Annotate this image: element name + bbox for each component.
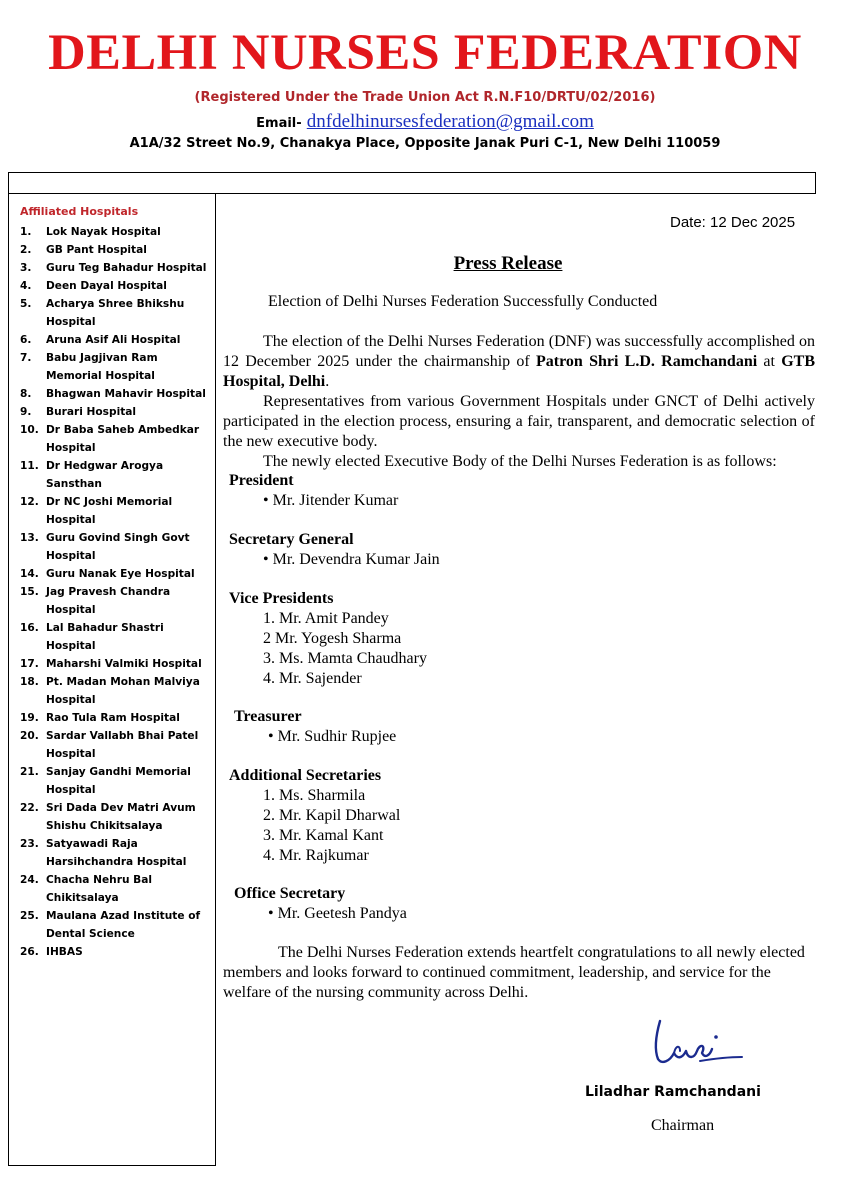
press-release-heading: Press Release: [453, 253, 563, 274]
treasurer-heading: Treasurer: [234, 708, 302, 725]
hospital-name: IHBAS: [46, 946, 83, 958]
p1-text-c: at: [757, 353, 782, 370]
hospital-list-item: [20, 349, 215, 385]
office-secretary-section: [234, 884, 407, 924]
vice-president-item: 1. Mr. Amit Pandey: [263, 610, 389, 627]
hospital-name: Guru Teg Bahadur Hospital: [46, 262, 207, 274]
p1-venue: GTB Hospital, Delhi: [223, 353, 816, 390]
hospital-list-item: [20, 673, 215, 709]
paragraph-representatives: Representatives from various Government Hospitals under GNCT of Delhi actively participated in the election process, ensuring a fair, transparent, and democratic selection of the new executive body.: [223, 393, 815, 450]
release-subtitle: Election of Delhi Nurses Federation Successfully Conducted: [268, 293, 658, 310]
hospital-name: Satyawadi Raja Harsihchandra Hospital: [46, 838, 187, 868]
hospital-name: Sri Dada Dev Matri Avum Shishu Chikitsalaya: [46, 802, 196, 832]
hospital-list-item: [20, 457, 215, 493]
secretary-general-section: [229, 530, 440, 570]
hospital-list-item: [20, 529, 215, 565]
hospital-number: 8.: [20, 388, 32, 400]
hospital-name: Guru Govind Singh Govt Hospital: [46, 532, 190, 562]
hospital-number: 25.: [20, 910, 39, 922]
hospital-name: Babu Jagjivan Ram Memorial Hospital: [46, 352, 158, 382]
president-section: [229, 471, 398, 511]
hospital-name: Sanjay Gandhi Memorial Hospital: [46, 766, 191, 796]
hospital-list-item: [20, 799, 215, 835]
release-date: Date: 12 Dec 2025: [670, 214, 796, 231]
hospital-list-item: [20, 223, 215, 241]
additional-secretary-item: 3. Mr. Kamal Kant: [263, 827, 384, 844]
email-line: [0, 111, 850, 133]
secretary-general-heading: Secretary General: [229, 531, 354, 548]
hospital-name: Pt. Madan Mohan Malviya Hospital: [46, 676, 200, 706]
additional-secretary-item: 2. Mr. Kapil Dharwal: [263, 807, 401, 824]
header-divider-box: [8, 172, 816, 194]
hospital-number: 13.: [20, 532, 39, 544]
closing-text: The Delhi Nurses Federation extends heartfelt congratulations to all newly elected members and looks forward to continued commitment, leadership, and service for the welfare of the nursing community across Delhi.: [223, 944, 805, 1001]
hospital-number: 12.: [20, 496, 39, 508]
email-link[interactable]: dnfdelhinursesfederation@gmail.com: [306, 111, 594, 132]
hospital-number: 16.: [20, 622, 39, 634]
hospital-name: Sardar Vallabh Bhai Patel Hospital: [46, 730, 199, 760]
hospital-number: 23.: [20, 838, 39, 850]
hospital-number: 24.: [20, 874, 39, 886]
hospital-name: Jag Pravesh Chandra Hospital: [46, 586, 171, 616]
hospital-list-item: [20, 835, 215, 871]
hospital-number: 18.: [20, 676, 39, 688]
hospital-list-item: [20, 385, 215, 403]
hospital-list-item: [20, 493, 215, 529]
hospital-number: 20.: [20, 730, 39, 742]
treasurer-name: • Mr. Sudhir Rupjee: [268, 728, 397, 745]
hospital-number: 7.: [20, 352, 32, 364]
hospital-number: 6.: [20, 334, 32, 346]
hospital-list-item: [20, 709, 215, 727]
additional-secretaries-heading: Additional Secretaries: [229, 767, 382, 784]
additional-secretary-item: 4. Mr. Rajkumar: [263, 847, 369, 864]
hospital-number: 21.: [20, 766, 39, 778]
sidebar-title: Affiliated Hospitals: [20, 205, 139, 218]
hospital-list-item: [20, 403, 215, 421]
signatory-name: Liladhar Ramchandani: [585, 1084, 761, 1100]
hospital-name: Bhagwan Mahavir Hospital: [46, 388, 206, 400]
hospital-number: 1.: [20, 226, 32, 238]
vice-president-item: 3. Ms. Mamta Chaudhary: [263, 650, 427, 667]
hospital-list-item: [20, 763, 215, 799]
email-label: Email-: [256, 116, 302, 131]
hospital-number: 4.: [20, 280, 32, 292]
hospital-name: Dr Baba Saheb Ambedkar Hospital: [46, 424, 200, 454]
p1-patron: Patron Shri L.D. Ramchandani: [536, 353, 758, 370]
hospital-list-item: [20, 583, 215, 619]
hospital-number: 14.: [20, 568, 39, 580]
hospital-list-item: [20, 331, 215, 349]
hospital-list-item: [20, 619, 215, 655]
hospital-name: Burari Hospital: [46, 406, 137, 418]
signature-icon: [650, 1015, 750, 1070]
additional-secretaries-section: [229, 766, 400, 866]
vice-presidents-section: [229, 589, 427, 689]
hospital-name: Maulana Azad Institute of Dental Science: [46, 910, 201, 940]
office-secretary-name: • Mr. Geetesh Pandya: [268, 905, 407, 922]
hospital-number: 19.: [20, 712, 39, 724]
hospital-list-item: [20, 871, 215, 907]
hospital-list-item: [20, 907, 215, 943]
hospital-name: Rao Tula Ram Hospital: [46, 712, 180, 724]
hospital-number: 15.: [20, 586, 39, 598]
vice-president-item: 2 Mr. Yogesh Sharma: [263, 630, 402, 647]
hospital-name: Deen Dayal Hospital: [46, 280, 167, 292]
hospital-name: Lok Nayak Hospital: [46, 226, 161, 238]
org-address: A1A/32 Street No.9, Chanakya Place, Opposite Janak Puri C-1, New Delhi 110059: [129, 136, 721, 151]
additional-secretary-item: 1. Ms. Sharmila: [263, 787, 366, 804]
hospital-list-item: [20, 295, 215, 331]
hospital-number: 22.: [20, 802, 39, 814]
p1-text-a: The election of the Delhi Nurses Federation (DNF) was successfully accomplished on 12 December 2025 under the chairmanship of: [223, 333, 815, 370]
org-title: DELHI NURSES FEDERATION: [48, 25, 802, 81]
hospital-name: Dr NC Joshi Memorial Hospital: [46, 496, 173, 526]
signatory-role: Chairman: [651, 1117, 715, 1134]
hospital-number: 5.: [20, 298, 32, 310]
hospital-list-item: [20, 277, 215, 295]
hospital-name: Aruna Asif Ali Hospital: [46, 334, 181, 346]
secretary-general-name: • Mr. Devendra Kumar Jain: [263, 551, 440, 568]
hospital-list-item: [20, 727, 215, 763]
hospital-name: Acharya Shree Bhikshu Hospital: [46, 298, 185, 328]
release-body: [223, 332, 815, 472]
vice-presidents-heading: Vice Presidents: [229, 590, 334, 607]
hospital-name: Chacha Nehru Bal Chikitsalaya: [46, 874, 153, 904]
vice-president-item: 4. Mr. Sajender: [263, 670, 362, 687]
hospital-number: 26.: [20, 946, 39, 958]
paragraph-election: [223, 332, 815, 392]
hospital-name: Maharshi Valmiki Hospital: [46, 658, 202, 670]
paragraph-executive-intro: The newly elected Executive Body of the Delhi Nurses Federation is as follows:: [263, 453, 777, 470]
treasurer-section: [234, 707, 396, 747]
registration-line: (Registered Under the Trade Union Act R.N.F10/DRTU/02/2016): [194, 90, 656, 105]
hospital-name: Guru Nanak Eye Hospital: [46, 568, 195, 580]
hospital-number: 17.: [20, 658, 39, 670]
hospital-list: [20, 223, 215, 961]
hospital-list-item: [20, 421, 215, 457]
p1-text-e: .: [325, 373, 330, 390]
closing-paragraph: [223, 943, 815, 1003]
hospital-list-item: [20, 565, 215, 583]
hospital-list-item: [20, 655, 215, 673]
hospital-number: 9.: [20, 406, 32, 418]
hospital-name: Lal Bahadur Shastri Hospital: [46, 622, 164, 652]
hospital-number: 10.: [20, 424, 39, 436]
hospital-name: Dr Hedgwar Arogya Sansthan: [46, 460, 164, 490]
hospital-list-item: [20, 943, 215, 961]
president-name: • Mr. Jitender Kumar: [263, 492, 399, 509]
president-heading: President: [229, 472, 294, 489]
hospital-number: 3.: [20, 262, 32, 274]
hospital-number: 2.: [20, 244, 32, 256]
hospital-number: 11.: [20, 460, 39, 472]
hospital-name: GB Pant Hospital: [46, 244, 147, 256]
office-secretary-heading: Office Secretary: [234, 885, 346, 902]
affiliated-hospitals-sidebar: [8, 193, 216, 1166]
